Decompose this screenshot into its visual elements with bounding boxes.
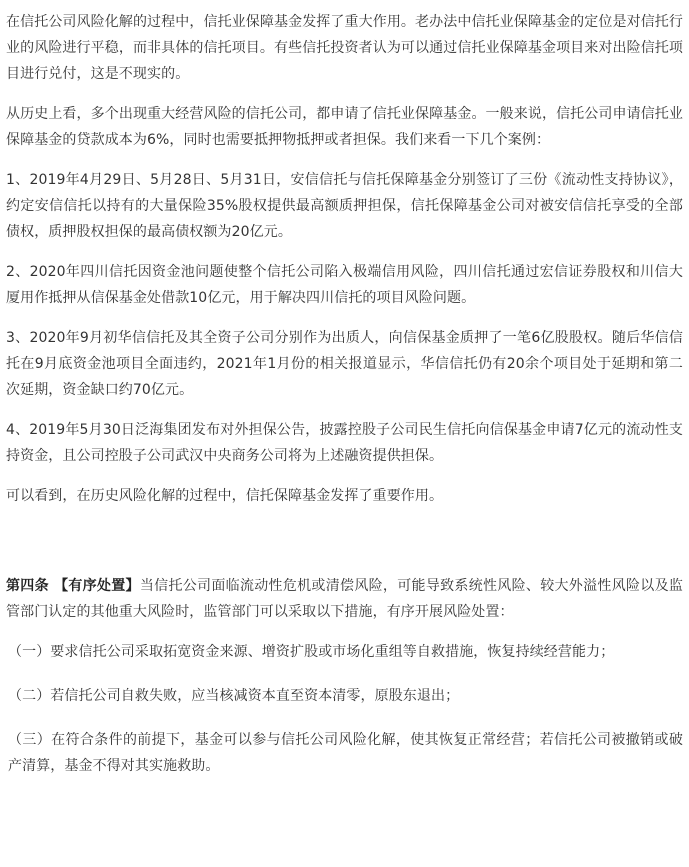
article-4-paragraph bbox=[6, 573, 683, 625]
measure-item-1: （一）要求信托公司采取拓宽资金来源、增资扩股或市场化重组等自救措施，恢复持续经营能力； bbox=[8, 644, 615, 660]
paragraph-case-3: 3、2020年9月初华信信托及其全资子公司分别作为出质人，向信保基金质押了一笔6亿股股权。随后华信信托在9月底资金池项目全面违约，2021年1月份的相关报道显示，华信信托仍有20余个项目处于延期和第二次延期，资金缺口约70亿元。 bbox=[6, 330, 683, 398]
paragraph-case-2: 2、2020年四川信托因资金池问题使整个信托公司陷入极端信用风险，四川信托通过宏信证券股权和川信大厦用作抵押从信保基金处借款10亿元，用于解决四川信托的项目风险问题。 bbox=[6, 264, 683, 306]
article-4-intro: 当信托公司面临流动性危机或清偿风险，可能导致系统性风险、较大外溢性风险以及监管部门认定的其他重大风险时，监管部门可以采取以下措施，有序开展风险处置： bbox=[6, 578, 683, 620]
measure-item-2: （二）若信托公司自救失败，应当核减资本直至资本清零，原股东退出； bbox=[8, 688, 460, 704]
paragraph-case-1: 1、2019年4月29日、5月28日、5月31日，安信信托与信托保障基金分别签订了三份《流动性支持协议》，约定安信信托以持有的大量保险35%股权提供最高额质押担保，信托保障基金公司对被安信信托享受的全部债权，质押股权担保的最高债权额为20亿元。 bbox=[6, 172, 683, 240]
paragraph-intro: 在信托公司风险化解的过程中，信托业保障基金发挥了重大作用。老办法中信托业保障基金的定位是对信托行业的风险进行平稳，而非具体的信托项目。有些信托投资者认为可以通过信托业保障基金项目来对出险信托项目进行兑付，这是不现实的。 bbox=[6, 14, 683, 82]
article-4-heading: 第四条 【有序处置】 bbox=[6, 578, 140, 594]
measure-item-3: （三）在符合条件的前提下，基金可以参与信托公司风险化解，使其恢复正常经营；若信托公司被撤销或破产清算，基金不得对其实施救助。 bbox=[8, 732, 683, 774]
paragraph-conclusion: 可以看到，在历史风险化解的过程中，信托保障基金发挥了重要作用。 bbox=[6, 488, 444, 504]
paragraph-history: 从历史上看，多个出现重大经营风险的信托公司，都申请了信托业保障基金。一般来说，信托公司申请信托业保障基金的贷款成本为6%，同时也需要抵押物抵押或者担保。我们来看一下几个案例： bbox=[6, 106, 683, 148]
paragraph-case-4: 4、2019年5月30日泛海集团发布对外担保公告，披露控股子公司民生信托向信保基金申请7亿元的流动性支持资金，且公司控股子公司武汉中央商务公司将为上述融资提供担保。 bbox=[6, 422, 683, 464]
